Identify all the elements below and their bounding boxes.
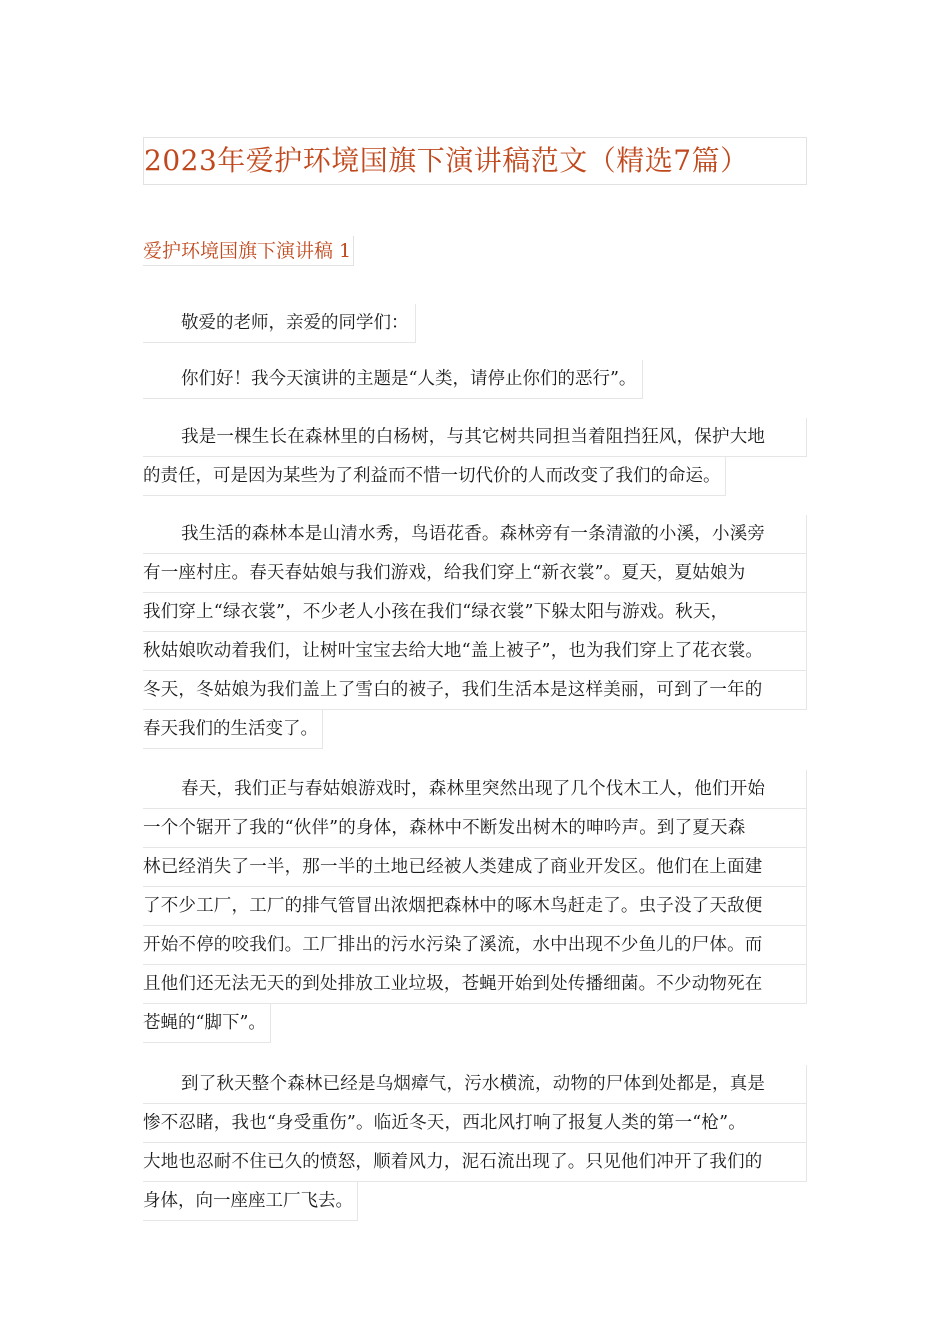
paragraph-line: 开始不停的咬我们。工厂排出的污水污染了溪流，水中出现不少鱼儿的尸体。而 [143, 926, 807, 965]
paragraph-greeting [143, 360, 807, 399]
paragraph-line: 春天我们的生活变了。 [143, 710, 323, 749]
paragraph-line: 秋姑娘吹动着我们，让树叶宝宝去给大地“盖上被子”，也为我们穿上了花衣裳。 [143, 632, 807, 671]
section-heading: 爱护环境国旗下演讲稿 1 [143, 240, 352, 262]
paragraph-line: 你们好！我今天演讲的主题是“人类，请停止你们的恶行”。 [143, 360, 643, 399]
paragraph-line: 我生活的森林本是山清水秀，鸟语花香。森林旁有一条清澈的小溪，小溪旁 [143, 515, 807, 554]
paragraph-line: 惨不忍睹，我也“身受重伤”。临近冬天，西北风打响了报复人类的第一“枪”。 [143, 1104, 807, 1143]
paragraph-line: 且他们还无法无天的到处排放工业垃圾，苍蝇开始到处传播细菌。不少动物死在 [143, 965, 807, 1004]
section-heading-frame [143, 236, 354, 266]
paragraph-line: 了不少工厂，工厂的排气管冒出浓烟把森林中的啄木鸟赶走了。虫子没了天敌便 [143, 887, 807, 926]
paragraph-line: 敬爱的老师，亲爱的同学们： [143, 304, 416, 343]
paragraph-revenge [143, 1065, 807, 1221]
paragraph-destruction [143, 770, 807, 1043]
document-title: 2023年爱护环境国旗下演讲稿范文（精选7篇） [144, 144, 749, 177]
paragraph-line: 我们穿上“绿衣裳”，不少老人小孩在我们“绿衣裳”下躲太阳与游戏。秋天， [143, 593, 807, 632]
paragraph-line: 春天，我们正与春姑娘游戏时，森林里突然出现了几个伐木工人，他们开始 [143, 770, 807, 809]
paragraph-intro [143, 418, 807, 496]
paragraph-line: 林已经消失了一半，那一半的土地已经被人类建成了商业开发区。他们在上面建 [143, 848, 807, 887]
paragraph-line: 大地也忍耐不住已久的愤怒，顺着风力，泥石流出现了。只见他们冲开了我们的 [143, 1143, 807, 1182]
title-frame [143, 137, 807, 185]
paragraph-line: 身体，向一座座工厂飞去。 [143, 1182, 358, 1221]
paragraph-line: 冬天，冬姑娘为我们盖上了雪白的被子，我们生活本是这样美丽，可到了一年的 [143, 671, 807, 710]
paragraph-salutation [143, 304, 807, 343]
paragraph-forest-life [143, 515, 807, 749]
paragraph-line: 一个个锯开了我的“伙伴”的身体，森林中不断发出树木的呻吟声。到了夏天森 [143, 809, 807, 848]
paragraph-line: 我是一棵生长在森林里的白杨树，与其它树共同担当着阻挡狂风，保护大地 [143, 418, 807, 457]
paragraph-line: 苍蝇的“脚下”。 [143, 1004, 271, 1043]
paragraph-line: 有一座村庄。春天春姑娘与我们游戏，给我们穿上“新衣裳”。夏天，夏姑娘为 [143, 554, 807, 593]
paragraph-line: 的责任，可是因为某些为了利益而不惜一切代价的人而改变了我们的命运。 [143, 457, 726, 496]
paragraph-line: 到了秋天整个森林已经是乌烟瘴气，污水横流，动物的尸体到处都是，真是 [143, 1065, 807, 1104]
